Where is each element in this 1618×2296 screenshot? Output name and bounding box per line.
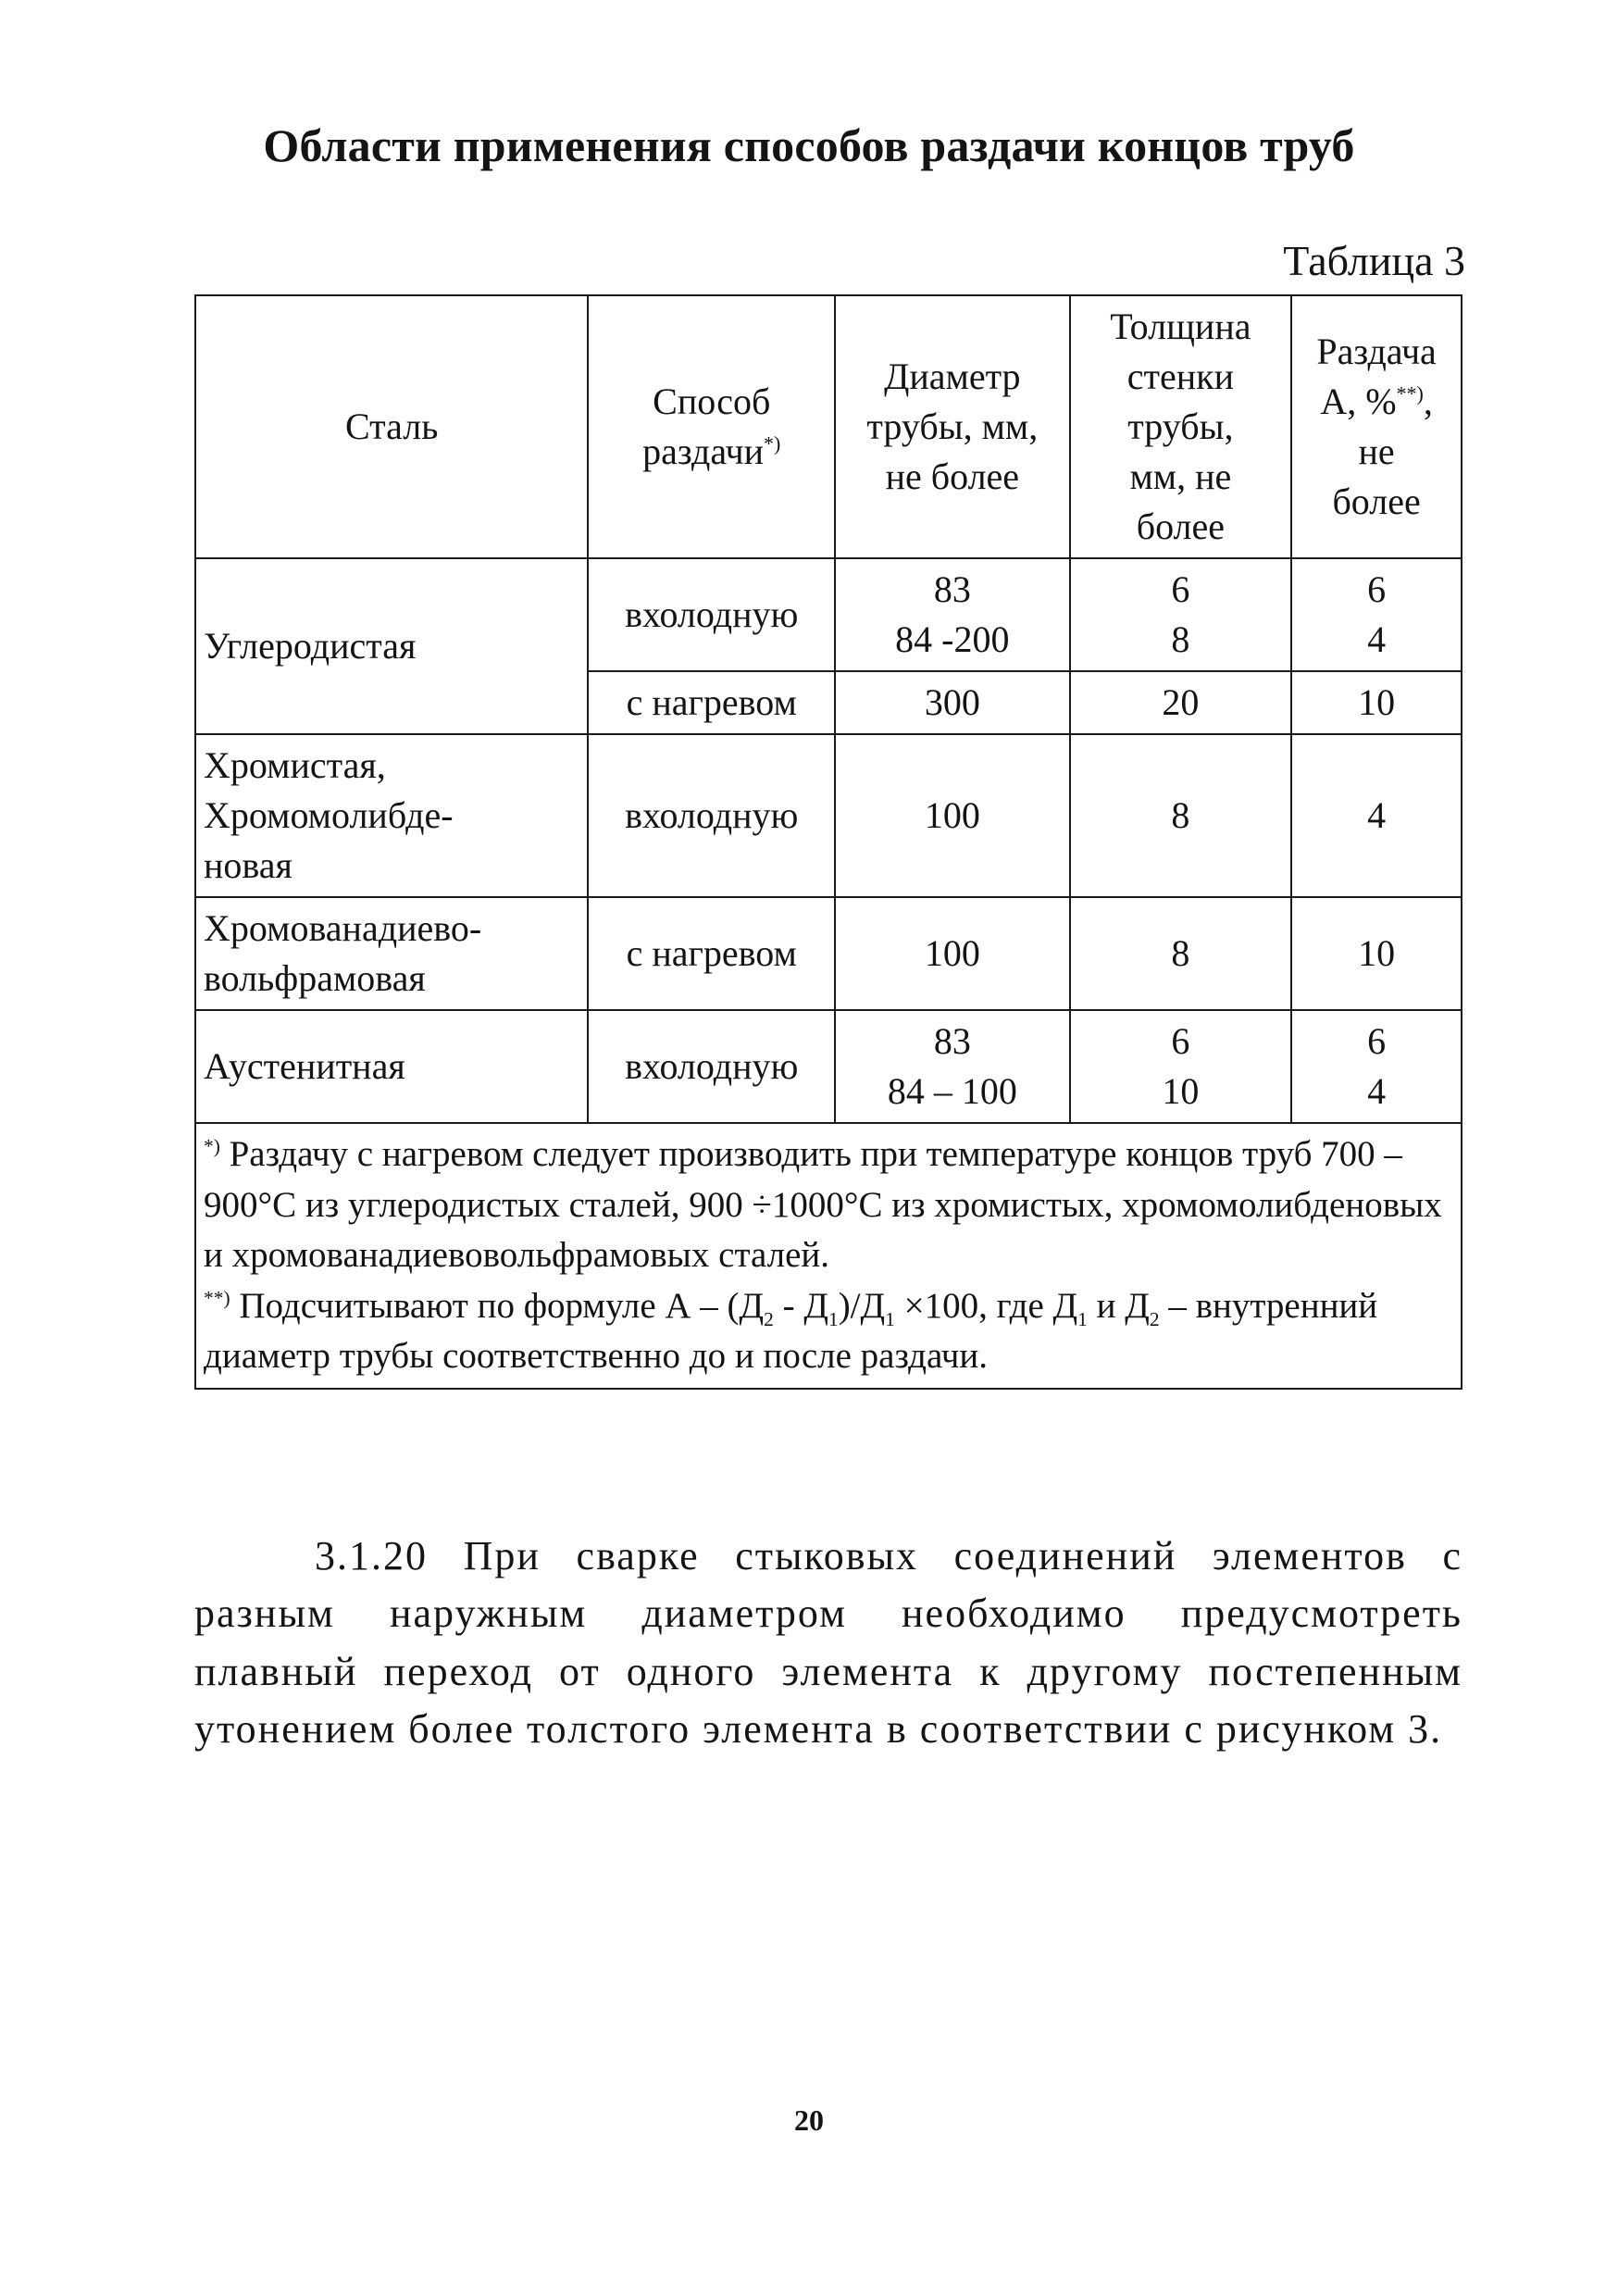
table-footnotes: [195, 1123, 1462, 1389]
steel-carbon: Углеродистая: [195, 558, 588, 734]
expansion-cell: 10: [1291, 671, 1462, 734]
footnote-formula: **) Подсчитывают по формуле $А - (Д_2 - Д_1)/Д_1 \times 100$, где $Д_1$ и $Д_2$ – внутренний диаметр трубы соответственно до и после раздачи.: [204, 1285, 1378, 1377]
table-label: Таблица 3: [1283, 237, 1465, 284]
paragraph-text: При сварке стыковых соединений элементов с разным наружным диаметром необходимо предусмотреть плавный переход от одного элемента к другому постепенным утонением более толстого элемента в соответствии с рисунком 3.: [194, 1533, 1463, 1753]
method-cell: с нагревом: [588, 897, 835, 1010]
header-expansion: Раздача А, %**), не более: [1291, 295, 1462, 558]
diameter-cell: 100: [835, 734, 1070, 897]
table-header-row: [195, 295, 1462, 558]
table-row: [195, 734, 1462, 897]
paragraph-number: 3.1.20: [315, 1533, 428, 1578]
diameter-cell: 83 84 -200: [835, 558, 1070, 671]
thickness-cell: 6 10: [1070, 1010, 1292, 1123]
thickness-cell: 8: [1070, 897, 1292, 1010]
steel-austenitic: Аустенитная: [195, 1010, 588, 1123]
expansion-cell: 6 4: [1291, 558, 1462, 671]
header-method: Способ раздачи*): [588, 295, 835, 558]
diameter-cell: 100: [835, 897, 1070, 1010]
thickness-cell: 20: [1070, 671, 1292, 734]
header-diameter: Диаметр трубы, мм, не более: [835, 295, 1070, 558]
method-cell: вхолодную: [588, 1010, 835, 1123]
body-paragraph: [194, 1528, 1462, 1759]
table-row: [195, 897, 1462, 1010]
table-notes-row: [195, 1123, 1462, 1389]
expansion-cell: 10: [1291, 897, 1462, 1010]
diameter-cell: 83 84 – 100: [835, 1010, 1070, 1123]
thickness-cell: 8: [1070, 734, 1292, 897]
header-steel: Сталь: [195, 295, 588, 558]
expansion-cell: 6 4: [1291, 1010, 1462, 1123]
expansion-cell: 4: [1291, 734, 1462, 897]
steel-chrome: Хромистая, Хромомолибде- новая: [195, 734, 588, 897]
method-cell: вхолодную: [588, 734, 835, 897]
method-cell: вхолодную: [588, 558, 835, 671]
method-cell: с нагревом: [588, 671, 835, 734]
table-row: [195, 1010, 1462, 1123]
page-number: 20: [794, 2103, 824, 2137]
table-row: [195, 558, 1462, 671]
diameter-cell: 300: [835, 671, 1070, 734]
page-title: Области применения способов раздачи концов труб: [263, 119, 1355, 171]
steel-vanadium: Хромованадиево- вольфрамовая: [195, 897, 588, 1010]
header-thickness: Толщина стенки трубы, мм, не более: [1070, 295, 1292, 558]
thickness-cell: 6 8: [1070, 558, 1292, 671]
expansion-table: [194, 294, 1462, 1390]
footnote-heating: *) Раздачу с нагревом следует производить при температуре концов труб 700 – 900°С из углеродистых сталей, 900 ÷1000°С из хромистых, хромомолибденовых и хромованадиевовольфрамовых сталей.: [204, 1134, 1442, 1276]
